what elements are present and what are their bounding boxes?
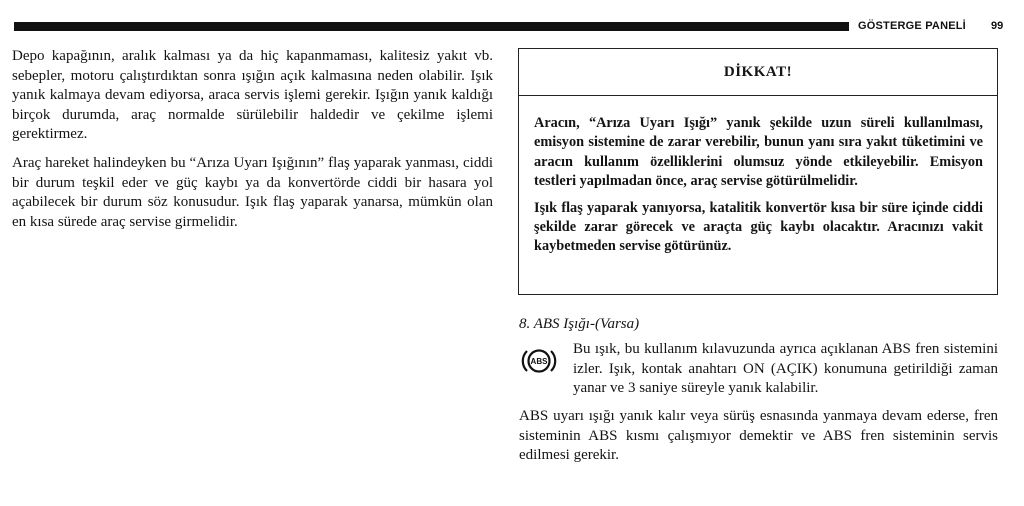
abs-heading: 8. ABS Işığı-(Varsa) <box>519 316 640 332</box>
abs-icon-label: ABS <box>530 357 548 366</box>
warning-paragraph: Aracın, “Arıza Uyarı Işığı” yanık şekilde uzun süreli kullanılması, emisyon sistemine de zarar verebilir, bunun yanı sıra yakıt tüketimini ve aracın kullanım özelliklerini olumsuz yönde etkileyebilir. Emisyon testleri yapılmadan önce, araç servise götürülmelidir. <box>534 115 983 190</box>
header-section-title: GÖSTERGE PANELİ <box>858 20 966 32</box>
warning-box <box>518 48 998 295</box>
abs-paragraph: ABS uyarı ışığı yanık kalır veya sürüş esnasında yanmaya devam ederse, fren sisteminin ABS kısmı çalışmıyor demektir ve ABS fren sisteminin servis edilmesi gerekir. <box>519 408 998 464</box>
warning-paragraph: Işık flaş yaparak yanıyorsa, katalitik konvertör kısa bir süre içinde ciddi şekilde zarar görecek ve araçta güç kaybı olacaktır. Aracınızı vakit kaybetmeden servise götürünüz. <box>534 199 983 255</box>
body-paragraph: Araç hareket halindeyken bu “Arıza Uyarı Işığının” flaş yaparak yanması, ciddi bir durum teşkil eder ve güç kaybı ya da konvertörde ciddi bir hasara yol açabilecek bir durum söz konusudur. Işık flaş yaparak yanarsa, mümkün olan en kısa sürede araç servise girmelidir. <box>12 154 493 230</box>
warning-body <box>519 96 997 257</box>
abs-description: Bu ışık, bu kullanım kılavuzunda ayrıca açıklanan ABS fren sistemini izler. Işık, kontak anahtarı ON (AÇIK) konumuna getirildiği zaman yanar ve 3 saniye süreyle yanık kalabilir. <box>573 341 998 397</box>
warning-title: DİKKAT! <box>519 49 997 96</box>
body-paragraph: Depo kapağının, aralık kalması ya da hiç kapanmaması, kalitesiz yakıt vb. sebepler, motoru çalıştırdıktan sonra ışığın açık kalmasına neden olabilir. Işık yanık kalmaya devam ediyorsa, araca servis işlemi gerekir. Işığın yanık kaldığı birçok durumda, araç normalde sürülebilir haldedir ve çekilme işlemi gerektirmez. <box>12 48 493 143</box>
header-rule <box>14 22 849 31</box>
abs-warning-icon <box>519 346 559 376</box>
page-number: 99 <box>991 20 1004 32</box>
left-column <box>12 47 493 241</box>
